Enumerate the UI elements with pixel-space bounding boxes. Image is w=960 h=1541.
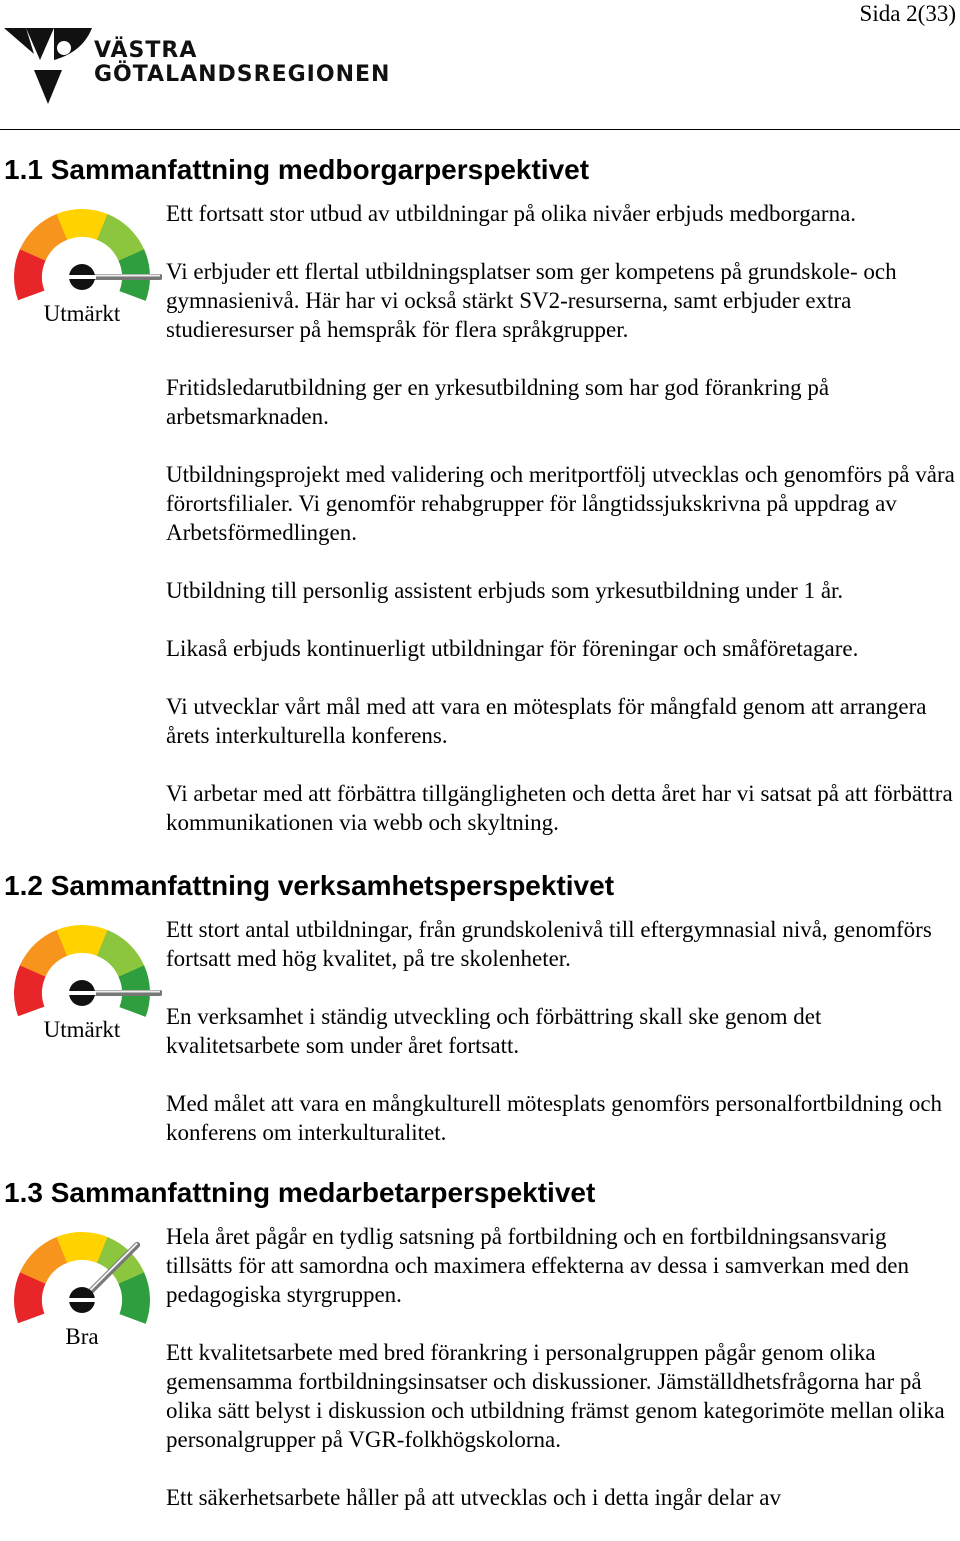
paragraph: En verksamhet i ständig utveckling och förbättring skall ske genom det kvalitetsarbete som under året fortsatt. (166, 1004, 822, 1058)
paragraph: Ett fortsatt stor utbud av utbildningar på olika nivåer erbjuds medborgarna. (166, 201, 857, 226)
section-text (166, 1222, 958, 1541)
section-heading: 1.2 Sammanfattning verksamhetsperspektivet (4, 870, 615, 901)
section-heading: 1.1 Sammanfattning medborgarperspektivet (4, 154, 590, 185)
paragraph: Likaså erbjuds kontinuerligt utbildningar för föreningar och småföretagare. (166, 636, 859, 661)
rating-label: Utmärkt (43, 301, 121, 326)
paragraph: Utbildning till personlig assistent erbjuds som yrkesutbildning under 1 år. (166, 578, 844, 603)
paragraph: Vi utvecklar vårt mål med att vara en mötesplats för mångfald genom att arrangera årets interkulturella konferens. (166, 694, 927, 748)
rating-gauge (12, 921, 162, 1042)
vgr-logo (4, 26, 404, 108)
rating-gauge (12, 1228, 162, 1349)
paragraph: Ett kvalitetsarbete med bred förankring i personalgruppen pågår genom olika gemensamma fortbildningsinsatser och diskussioner. Jämställdhetsfrågorna har på olika sätt belyst i diskussion och utbildning främst genom kategorimöte mellan olika personalgrupper på VGR-folkhögskolorna. (166, 1340, 945, 1452)
speedometer-icon (12, 205, 162, 305)
paragraph: Utbildningsprojekt med validering och meritportfölj utvecklas och genomförs på våra förortsfilialer. Vi genomför rehabgrupper för långtidssjukskrivna på uppdrag av Arbetsförmedlingen. (166, 462, 955, 545)
logo-text-line1: VÄSTRA (94, 38, 198, 63)
gauge-hub-highlight (68, 275, 96, 279)
speedometer-icon (12, 921, 162, 1021)
gauge-hub-highlight (68, 991, 96, 995)
vgr-logo-mark-icon (4, 26, 96, 106)
paragraph: Ett säkerhetsarbete håller på att utvecklas och i detta ingår delar av (166, 1485, 781, 1510)
paragraph: Vi erbjuder ett flertal utbildningsplatser som ger kompetens på grundskole- och gymnasienivå. Här har vi också stärkt SV2-resurserna, samt erbjuder extra studieresurser på hemspråk för flera språkgrupper. (166, 259, 897, 342)
paragraph: Fritidsledarutbildning ger en yrkesutbildning som har god förankring på arbetsmarknaden. (166, 375, 830, 429)
section-text (166, 915, 958, 1176)
rating-gauge (12, 205, 162, 326)
rating-label: Utmärkt (43, 1017, 121, 1042)
section-text (166, 199, 958, 866)
paragraph: Ett stort antal utbildningar, från grundskolenivå till eftergymnasial nivå, genomförs fortsatt med hög kvalitet, på tre skolenheter. (166, 917, 932, 971)
logo-text-line2: GÖTALANDSREGIONEN (94, 62, 391, 87)
paragraph: Med målet att vara en mångkulturell mötesplats genomförs personalfortbildning och konferens om interkulturalitet. (166, 1091, 943, 1145)
gauge-hub-highlight (68, 1298, 96, 1302)
paragraph: Hela året pågår en tydlig satsning på fortbildning och en fortbildningsansvarig tillsätts för att samordna och maximera effekterna av dessa i samverkan med den pedagogiska styrgruppen. (166, 1224, 909, 1307)
header-divider (0, 129, 960, 130)
paragraph: Vi arbetar med att förbättra tillgängligheten och detta året har vi satsat på att förbättra kommunikationen via webb och skyltning. (166, 781, 953, 835)
page-number: Sida 2(33) (859, 1, 956, 26)
section-heading: 1.3 Sammanfattning medarbetarperspektivet (4, 1177, 596, 1208)
rating-label: Bra (65, 1324, 99, 1349)
speedometer-icon (12, 1228, 162, 1328)
